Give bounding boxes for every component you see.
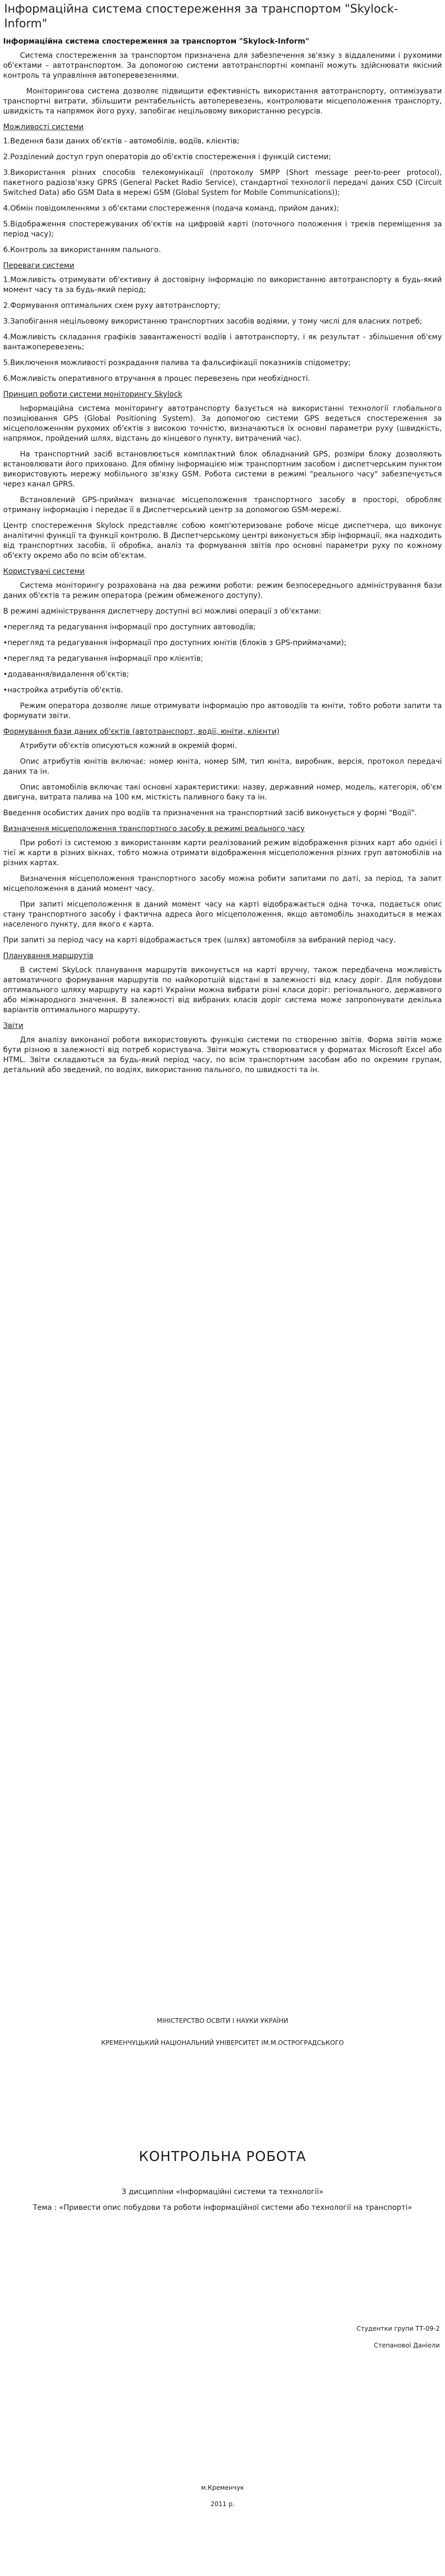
cover-heading: КОНТРОЛЬНА РОБОТА — [139, 2149, 306, 2165]
section-heading: Користувачі системи — [3, 567, 85, 576]
body-paragraph: Опис автомобілів включає такі основні характеристики: назву, державний номер, модель, категорія, об'єм двигуна, витрата палива на 100 км, місткість паливного баку та ін. — [3, 783, 442, 802]
list-item: 6.Контроль за використанням пального. — [3, 246, 161, 254]
list-item: 3.Використання різних способів телекомунікації (протоколу SMPP (Short message peer-to-peer protocol), пакетного радіозв'язку GPRS (General Packet Radio Service), стандартної технології передачі даних CSD (Circuit Switched Data) або GSM Data в мережі GSM (Global System for Mobile Communications)); — [3, 169, 442, 197]
body-paragraph: Встановлений GPS-приймач визначає місцеположення транспортного засобу в просторі, обробляє отриману інформацію і передає її в Диспетчерський центр за допомогою GSM-мережі. — [3, 496, 442, 514]
list-item: 5.Відображення спостережуваних об'єктів на цифровій карті (поточного положення і треків переміщення за період часу); — [3, 220, 442, 238]
body-paragraph: Опис атрибутів юнітів включає: номер юніта, номер SIM, тип юніта, виробник, версія, протокол передачі даних та ін. — [3, 757, 442, 776]
list-item: 2.Розділений доступ груп операторів до об'єктів спостереження і функцій системи; — [3, 153, 332, 161]
body-paragraph: Інформаційна система моніторингу автотранспорту базується на використанні технології глобального позиціювання GPS (Global Positioning System). За допомогою системи GPS ведеться спостереження за місцеположенням рухомих об'єктів з високою точністю, визначаються їх основні параметри руху (швидкість, напрямок, пройдений шлях, відстань до кінцевого пункту, витрачений час). — [3, 404, 442, 443]
intro-paragraph: Система спостереження за транспортом призначена для забезпечення зв'язку з віддаленими і рухомими об'єктами – автотранспортом. За допомогою системи автотранспортні компанії можуть здійснювати якісний контроль та управління автоперевезеннями. — [3, 51, 442, 80]
list-item: 4.Можливість складання графіків завантаженості водіїв і автотранспорту, і як результат - збільшення об'єму вантажоперевезень; — [3, 333, 442, 351]
body-paragraph: В системі SkyLock планування маршрутів виконується на карті вручну, також передбачена можливість автоматичного формування маршрутів по найкоротшій відстані в залежності від класу доріг. Для побудови оптимального шляху маршруту на карті України можна вибрати різні класи доріг: регіонального, державного або міжнародного значення. В залежності від вибраних класів доріг система може запропонувати декілька варіантів оптимального маршруту. — [3, 966, 442, 1014]
cover-discipline: З дисципліни «Інформаційні системи та технології» — [121, 2188, 324, 2196]
section-heading: Можливості системи — [3, 123, 84, 131]
cover-ministry: МІНІСТЕРСТВО ОСВІТИ І НАУКИ УКРАЇНИ — [157, 2017, 288, 2024]
section-heading: Принцип роботи системи моніторингу Skylock — [3, 390, 182, 399]
document-subtitle: Інформаційна система спостереження за транспортом "Skylock-Inform" — [3, 37, 309, 46]
body-paragraph: Для аналізу виконаної роботи використовують функцію системи по створенню звітів. Форма звітів може бути різною в залежності від потреб користувача. Звіти можуть створюватися у форматах Microsoft Excel або HTML. Звіти складаються за будь-який період часу, по всім транспортним засобам або по окремим групам, детальний або зведений, по водіях, використанню пального, по швидкості та ін. — [3, 1036, 442, 1074]
intro-paragraph: Моніторингова система дозволяє підвищити ефективність використання автотранспорту, оптимізувати транспортні витрати, збільшити рентабельність автоперевезень, контролювати місцеположення транспорту, швидкість та напрямок його руху, запобігає нецільовому використанню ресурсів. — [3, 87, 442, 116]
cover-year: 2011 р. — [210, 2500, 235, 2508]
bullet-item: •настройка атрибутів об'єктів. — [3, 686, 123, 694]
cover-student-group: Студентки групи ТТ-09-2 — [356, 2325, 440, 2332]
list-item: 3.Запобігання нецільовому використанню транспортних засобів водіями, у тому числі для власних потреб; — [3, 317, 422, 326]
list-item: 1.Можливість отримувати об'єктивну й достовірну інформацію по використанню автотранспорту в будь-який момент часу та за будь-який період; — [3, 276, 442, 294]
section-heading: Визначення місцеположення транспортного засобу в режимі реального часу — [3, 825, 305, 833]
cover-city: м.Кременчук — [201, 2484, 244, 2491]
body-paragraph: При роботі із системою з використанням карти реалізований режим відображення різних карт або однієї і тієї ж карти в різних вікнах, тобто можна отримати відображення місцеположення різних груп автомобілів на різних картах. — [3, 839, 442, 867]
document-title: Інформаційна система спостереження за транспортом "Skylock-Inform" — [4, 3, 398, 30]
list-item: 1.Ведення бази даних об'єктів - автомобілів, водіїв, клієнтів; — [3, 137, 240, 146]
list-item: 5.Виключення можливості розкрадання палива та фальсифікації показників спідометру; — [3, 359, 351, 367]
body-paragraph: На транспортний засіб встановлюється комплактний блок обладнаний GPS, розміри блоку дозволяють встановлювати його приховано. Для обміну інформацією між транспортним засобом і диспетчерським пунктом використовують мережу мобільного зв'язку GSM. Робота системи в режимі "реального часу" забезпечується через канал GPRS. — [3, 450, 442, 489]
body-paragraph: Центр спостереження Skylock представляє собою комп'ютеризоване робоче місце диспетчера, що виконує аналітичні функції та функції контролю. В Диспетчерському центрі виконується збір інформації, яка надходить від транспортних засобів, її обробка, аналіз та формування звітів про основні параметри руху по кожному об'єкту окремо або по всім об'єктам. — [3, 522, 442, 560]
list-item: 2.Формування оптимальних схем руху автотранспорту; — [3, 302, 221, 310]
body-paragraph: Введення особистих даних про водіїв та призначення на транспортний засіб виконується у формі "Водії". — [3, 809, 417, 817]
body-paragraph: Режим оператора дозволяє лише отримувати інформацію про автоводіїв та юніти, тобто роботи запити та формувати звіти. — [3, 702, 442, 720]
bullet-item: •перегляд та редагування інформації про доступних юнітів (блоків з GPS-приймачами); — [3, 639, 347, 647]
bullet-item: •перегляд та редагування інформації про клієнтів; — [3, 655, 203, 663]
list-item: 4.Обмін повідомленнями з об'єктами спостереження (подача команд, прийом даних); — [3, 204, 339, 213]
body-paragraph: При запиті за період часу на карті відображається трек (шлях) автомобіля за вибраний період часу. — [3, 936, 396, 944]
bullet-item: •перегляд та редагування інформації про доступних автоводіїв; — [3, 623, 256, 631]
body-paragraph: В режимі адміністрування диспетчеру доступні всі можливі операції з об'єктами: — [3, 607, 322, 616]
section-heading: Формування бази даних об'єктів (автотранспорт, водії, юніти, клієнти) — [3, 728, 280, 736]
section-heading: Переваги системи — [3, 262, 75, 270]
list-item: 6.Можливість оперативного втручання в процес перевезень при необхідності. — [3, 375, 311, 383]
cover-theme: Тема : «Привести опис побудови та роботи інформаційної системи або технології на транспорті» — [33, 2204, 412, 2212]
cover-university: КРЕМЕНЧУЦЬКИЙ НАЦІОНАЛЬНИЙ УНІВЕРСИТЕТ ІМ.М.ОСТРОГРАДСЬКОГО — [101, 2039, 344, 2047]
bullet-item: •додавання/видалення об'єктів; — [3, 670, 129, 679]
document-page — [0, 0, 445, 1081]
body-paragraph: Визначення місцеположення транспортного засобу можна робити запитами по даті, за період, та запит місцеположення в даний момент часу. — [3, 875, 442, 893]
body-paragraph: Система моніторингу розрахована на два режими роботи: режим безпосереднього адміністрування бази даних об'єктів та режим оператора (режим обмеженого доступу). — [3, 581, 442, 600]
body-paragraph: Атрибути об'єктів описуються кожний в окремій формі. — [20, 742, 237, 750]
body-paragraph: При запиті місцеположення в даний момент часу на карті відображається одна точка, подається опис стану транспортного засобу і фактична адреса його місцеположення, якщо автомобіль знаходиться в межах населеного пункту, для якого є карта. — [3, 900, 442, 929]
section-heading: Звіти — [3, 1022, 24, 1030]
cover-student-name: Степанової Даніели — [374, 2342, 440, 2349]
section-heading: Планування маршрутів — [3, 952, 94, 960]
document-body — [3, 37, 442, 1075]
